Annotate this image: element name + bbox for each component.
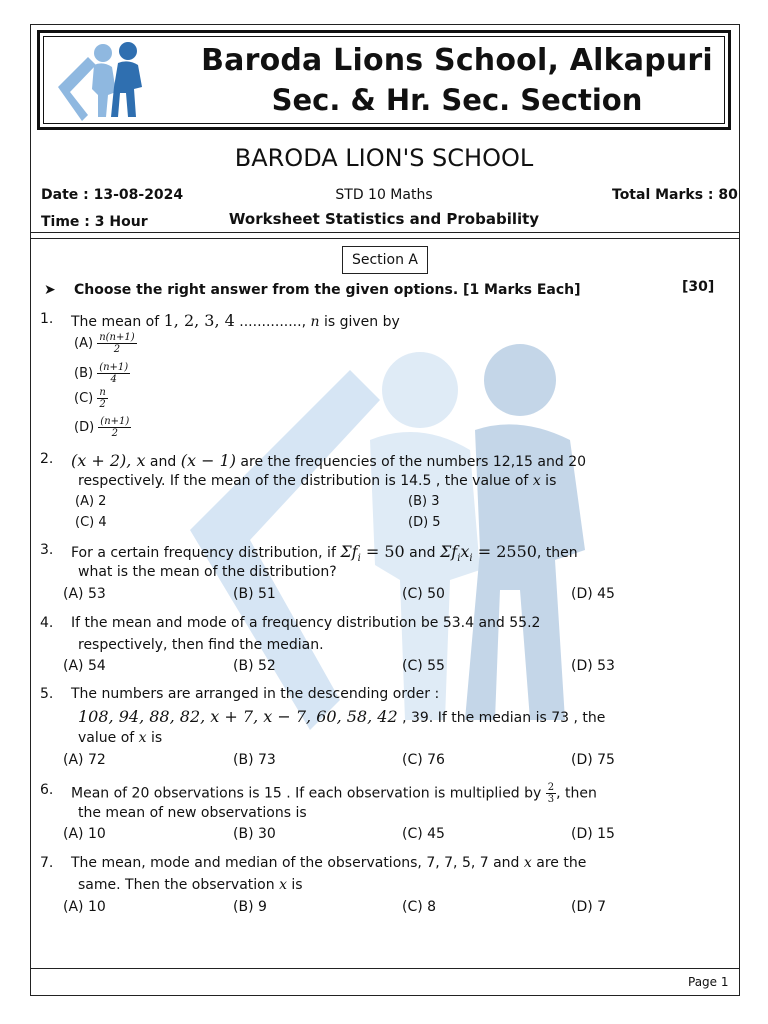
question-4: 4. If the mean and mode of a frequency distribution be 53.4 and 55.2 [40, 615, 541, 631]
q2-option-d: (D) 5 [408, 515, 441, 530]
question-4-line2: respectively, then find the median. [78, 637, 324, 653]
school-banner [37, 30, 731, 130]
section-marks: [30] [682, 279, 715, 295]
q6-option-b: (B) 30 [233, 826, 276, 842]
q5-option-d: (D) 75 [571, 752, 615, 768]
question-6: 6. Mean of 20 observations is 15 . If each observation is multiplied by $\frac{2}{3}$ , then [40, 782, 597, 805]
question-3: 3. For a certain frequency distribution, if $\Sigma f_i = 50$ and $\Sigma f_ix_i = 2550$, then [40, 542, 578, 564]
q6-option-d: (D) 15 [571, 826, 615, 842]
header-divider [31, 232, 739, 233]
q1-option-a: (A) $\frac{n(n+1)}{2}$ [74, 332, 135, 355]
question-2: 2. (x + 2), x and (x − 1) are the frequencies of the numbers 12,15 and 20 [40, 451, 587, 470]
instruction-text: Choose the right answer from the given options. [1 Marks Each] [74, 282, 581, 298]
q4-option-b: (B) 52 [233, 658, 276, 674]
q3-option-b: (B) 51 [233, 586, 276, 602]
q1-option-d: (D) $\frac{(n+1)}{2}$ [74, 416, 130, 439]
question-5-line3: value of x is [78, 730, 163, 746]
section-a-label: Section A [342, 246, 428, 274]
worksheet-title: Worksheet Statistics and Probability [228, 210, 540, 228]
q5-option-a: (A) 72 [63, 752, 106, 768]
header-divider-2 [31, 238, 739, 239]
question-2-line2: respectively. If the mean of the distribution is 14.5 , the value of x is [78, 473, 557, 489]
question-7: 7. The mean, mode and median of the observations, 7, 7, 5, 7 and x are the [40, 855, 587, 871]
q4-option-a: (A) 54 [63, 658, 106, 674]
q5-option-c: (C) 76 [402, 752, 445, 768]
total-marks: Total Marks : 80 [612, 187, 738, 203]
question-1: 1. The mean of 1, 2, 3, 4 .............., n is given by [40, 311, 400, 330]
footer-divider [31, 968, 739, 969]
question-5: 5. The numbers are arranged in the descending order : [40, 686, 440, 702]
standard-subject: STD 10 Maths [335, 187, 433, 203]
exam-date: Date : 13-08-2024 [41, 187, 184, 203]
page-number: Page 1 [688, 975, 729, 989]
question-6-line2: the mean of new observations is [78, 805, 307, 821]
q4-option-d: (D) 53 [571, 658, 615, 674]
q7-option-c: (C) 8 [402, 899, 437, 915]
q5-option-b: (B) 73 [233, 752, 276, 768]
q2-option-a: (A) 2 [75, 494, 107, 509]
q1-option-c: (C) $\frac{n}{2}$ [74, 387, 106, 410]
arrow-icon: ➤ [44, 282, 56, 298]
question-3-line2: what is the mean of the distribution? [78, 564, 337, 580]
school-logo-icon [48, 37, 148, 123]
q7-option-b: (B) 9 [233, 899, 267, 915]
instruction [44, 282, 581, 298]
q2-option-b: (B) 3 [408, 494, 440, 509]
q2-option-c: (C) 4 [75, 515, 107, 530]
q7-option-d: (D) 7 [571, 899, 607, 915]
q3-option-c: (C) 50 [402, 586, 445, 602]
school-name: BARODA LION'S SCHOOL [234, 144, 534, 172]
exam-time: Time : 3 Hour [41, 214, 148, 230]
banner-subtitle: Sec. & Hr. Sec. Section [271, 83, 643, 117]
q3-option-a: (A) 53 [63, 586, 106, 602]
banner-title: Baroda Lions School, Alkapuri [201, 43, 713, 78]
q1-option-b: (B) $\frac{(n+1)}{4}$ [74, 362, 129, 385]
q3-option-d: (D) 45 [571, 586, 615, 602]
q7-option-a: (A) 10 [63, 899, 106, 915]
question-7-line2: same. Then the observation x is [78, 877, 303, 893]
question-5-line2: 108, 94, 88, 82, x + 7, x − 7, 60, 58, 42 , 39. If the median is 73 , the [78, 707, 606, 726]
q6-option-a: (A) 10 [63, 826, 106, 842]
q6-option-c: (C) 45 [402, 826, 445, 842]
q4-option-c: (C) 55 [402, 658, 445, 674]
